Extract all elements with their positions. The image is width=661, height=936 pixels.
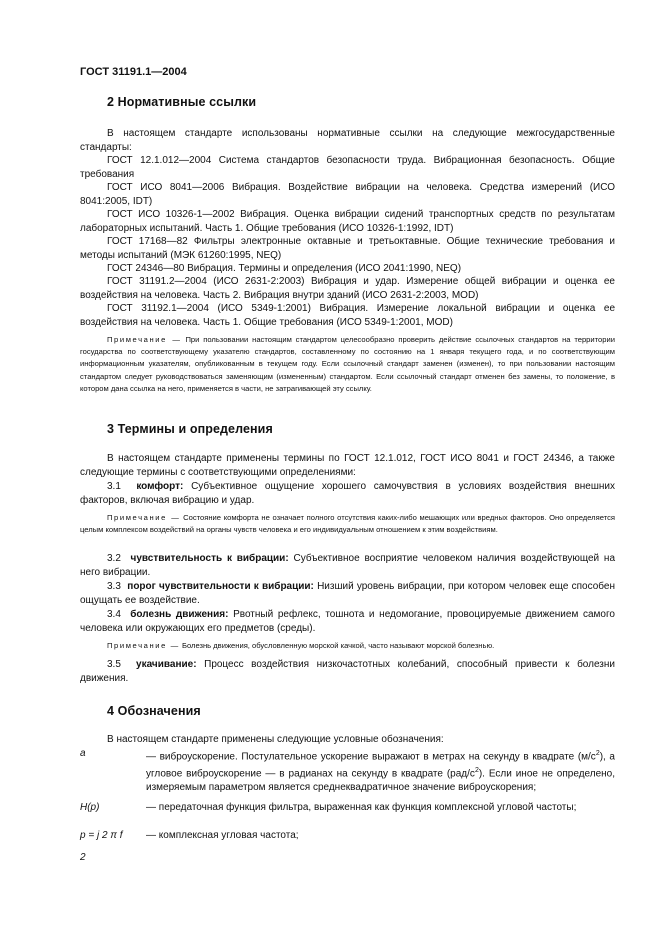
term-number: 3.1 (107, 481, 121, 492)
page-number: 2 (80, 852, 86, 863)
term-name: порог чувствительности к вибрации: (127, 581, 314, 592)
reference-item: ГОСТ ИСО 8041—2006 Вибрация. Воздействие вибрации на человека. Средства измерений (ИСО 8041:2005, IDT) (80, 182, 615, 207)
term-3-4-note (80, 640, 615, 652)
section-2-note (80, 334, 615, 395)
term-number: 3.2 (107, 553, 121, 564)
term-number: 3.4 (107, 609, 121, 620)
note-text: Болезнь движения, обусловленную морской качкой, часто называют морской болезнью. (181, 641, 495, 650)
section-3-title: 3 Термины и определения (107, 422, 273, 436)
reference-item: ГОСТ 31191.2—2004 (ИСО 2631-2:2003) Вибрация и удар. Измерение общей вибрации и оценка ее воздействия на человека. Часть 2. Вибрация внутри зданий (ИСО 2631-2:2003, MOD) (80, 276, 615, 301)
term-name: комфорт: (136, 481, 184, 492)
section-4-intro: В настоящем стандарте применены следующие условные обозначения: (107, 734, 444, 745)
symbol-h-p-definition: — передаточная функция фильтра, выраженная как функция комплексной угловой частоты; (146, 802, 577, 813)
symbol-a: a (80, 748, 86, 759)
term-3-3 (80, 580, 615, 607)
term-name: чувствительность к вибрации: (130, 553, 289, 564)
term-3-5 (80, 658, 615, 685)
symbol-h-p: H(p) (80, 802, 100, 813)
term-3-4 (80, 608, 615, 635)
document-header-id: ГОСТ 31191.1—2004 (80, 66, 187, 78)
term-definition: Субъективное ощущение хорошего самочувствия в условиях воздействия внешних факторов, включая вибрацию и удар. (80, 481, 615, 506)
symbol-a-definition (146, 747, 615, 795)
definition-part: ). Если иное не определено, измеряемым параметром является среднеквадратичное значение виброускорения; (146, 768, 616, 794)
section-3-intro: В настоящем стандарте применены термины по ГОСТ 12.1.012, ГОСТ ИСО 8041 и ГОСТ 24346, а также следующие термины с соответствующими определениями: (80, 453, 615, 478)
term-3-1 (80, 480, 615, 507)
term-definition: Рвотный рефлекс, тошнота и недомогание, провоцируемые движением самого человека или окружающих его предметов (среды). (80, 609, 615, 634)
section-2-title: 2 Нормативные ссылки (107, 95, 257, 109)
symbol-p-definition: — комплексная угловая частота; (146, 830, 299, 841)
note-label: Примечание — (107, 513, 181, 522)
term-definition: Низший уровень вибрации, при котором человек еще способен ощущать ее воздействие. (80, 581, 615, 606)
note-label: Примечание — (107, 335, 182, 344)
term-name: укачивание: (136, 659, 197, 670)
term-number: 3.5 (107, 659, 121, 670)
section-2-intro: В настоящем стандарте использованы нормативные ссылки на следующие межгосударственные стандарты: (80, 128, 615, 153)
reference-item: ГОСТ 12.1.012—2004 Система стандартов безопасности труда. Вибрационная безопасность. Общие требования (80, 155, 615, 180)
reference-item: ГОСТ 31192.1—2004 (ИСО 5349-1:2001) Вибрация. Измерение локальной вибрации и оценка ее воздействия на человека. Часть 1. Общие требования (ИСО 5349-1:2001, MOD) (80, 303, 615, 328)
term-definition: Процесс воздействия низкочастотных колебаний, способный привести к болезни движения. (80, 659, 616, 684)
reference-item: ГОСТ ИСО 10326-1—2002 Вибрация. Оценка вибрации сидений транспортных средств по результатам лабораторных испытаний. Часть 1. Общие требования (ИСО 10326-1:1992, IDT) (80, 209, 615, 234)
reference-item: ГОСТ 17168—82 Фильтры электронные октавные и третьоктавные. Общие технические требования и методы испытаний (МЭК 61260:1995, NEQ) (80, 236, 615, 261)
term-definition: Субъективное восприятие человеком наличия воздействующей на него вибрации. (80, 553, 616, 578)
note-label: Примечание — (107, 641, 180, 650)
term-3-2 (80, 552, 615, 579)
definition-part: ), а угловое виброускорение — в радианах на секунду в квадрате (рад/с (146, 751, 615, 780)
reference-item: ГОСТ 24346—80 Вибрация. Термины и определения (ИСО 2041:1990, NEQ) (107, 263, 462, 274)
note-text: При пользовании настоящим стандартом целесообразно проверить действие ссылочных стандартов на территории государства по соответствующему указателю стандартов, составленному по состоянию на 1 января текущего года, и по соответствующим информационным указателям, опубликованным в текущем году. Если ссылочный стандарт заменен (изменен), то при пользовании настоящим стандартом следует руководствоваться заменяющим (измененным) стандартом. Если ссылочный стандарт отменен без замены, то положение, в котором дана ссылка на него, применяется в части, не затрагивающей эту ссылку. (80, 335, 615, 393)
superscript: 2 (474, 767, 479, 775)
definition-part: — виброускорение. Постулательное ускорение выражают в метрах на секунду в квадрате (м/с (146, 751, 596, 763)
term-3-1-note (80, 512, 615, 536)
symbol-p: p = j 2 π f (80, 830, 123, 841)
term-number: 3.3 (107, 581, 121, 592)
note-text: Состояние комфорта не означает полного отсутствия каких-либо мешающих или вредных факторов. Оно определяется целым комплексом воздействий на органы чувств человека и его индивидуальным отношением к этим воздействиям. (80, 513, 615, 535)
term-name: болезнь движения: (130, 609, 229, 620)
superscript: 2 (595, 750, 600, 757)
section-4-title: 4 Обозначения (107, 704, 201, 718)
